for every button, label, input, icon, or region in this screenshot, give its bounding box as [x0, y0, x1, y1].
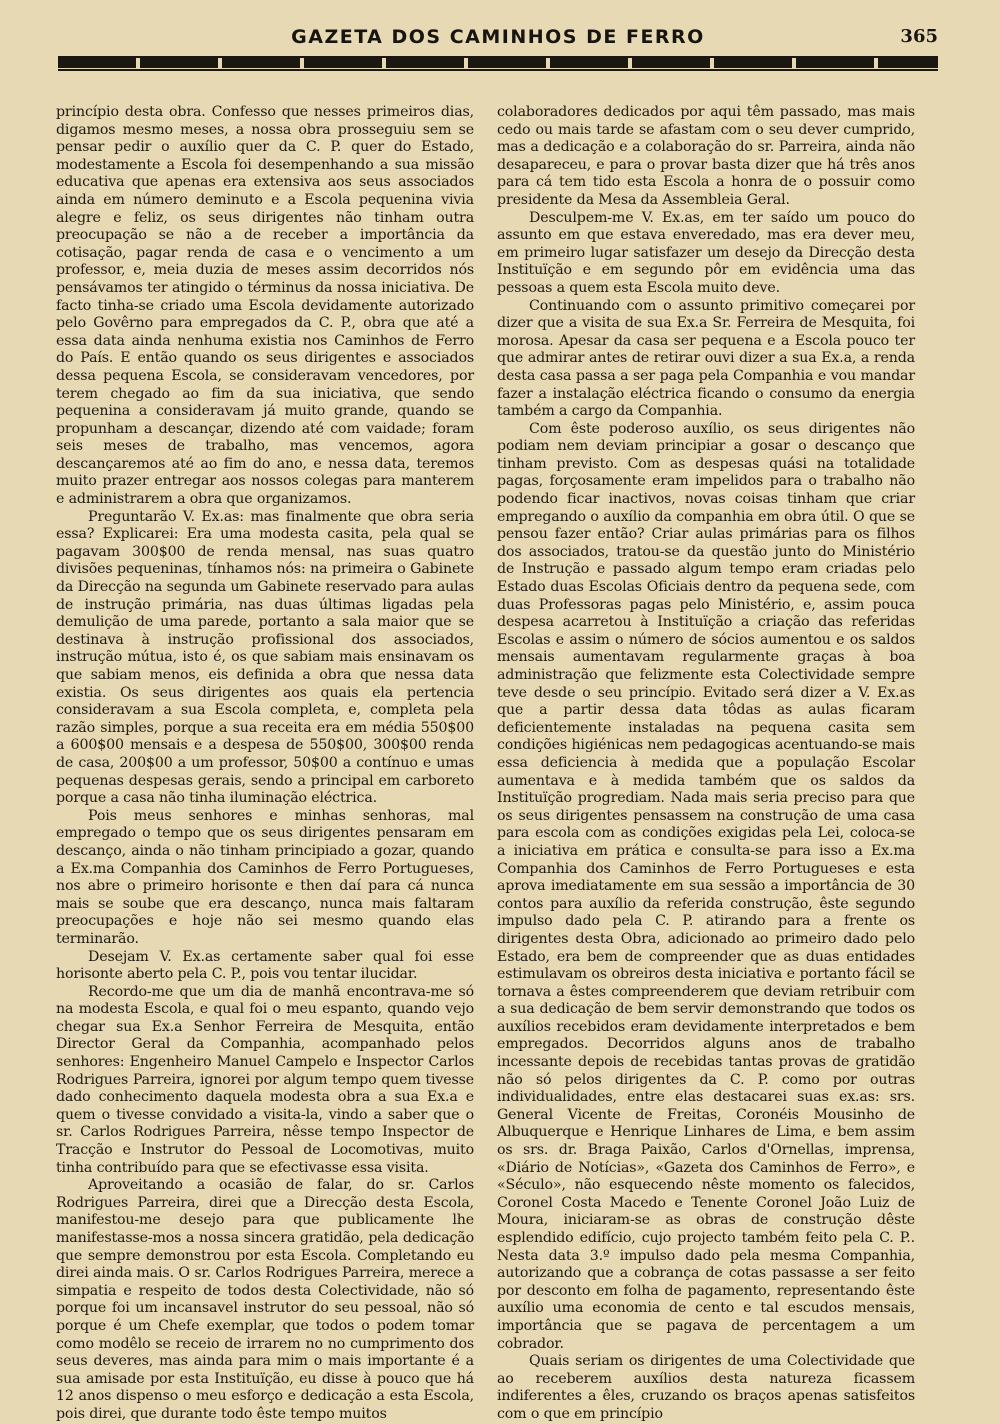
page-header	[58, 26, 938, 50]
header-rule	[58, 56, 938, 68]
right-column	[497, 104, 915, 1422]
paragraph: Pois meus senhores e minhas senhoras, mal empregado o tempo que os seus dirigentes pensaram em descanço, ainda o não tinham principiado a gozar, quando a Ex.ma Companhia dos Caminhos de Ferro Portugueses, nos abre o primeiro horisonte e then daí para cá nunca mais se soube que era descanço, nunca mais faltaram preocupações e hoje não sei mesmo quando elas terminarão.	[56, 807, 474, 947]
publication-title: GAZETA DOS CAMINHOS DE FERRO	[291, 26, 705, 48]
paragraph: Continuando com o assunto primitivo começarei por dizer que a visita de sua Ex.a Sr. Ferreira de Mesquita, foi morosa. Apesar da casa ser pequena e a Escola pouco ter que admirar antes de retirar ouvi dizer a sua Ex.a, a renda desta casa passa a ser paga pela Companhia e vou mandar fazer a instalação eléctrica ficando o consumo da energia também a cargo da Companhia.	[497, 297, 915, 420]
paragraph: princípio desta obra. Confesso que nesses primeiros dias, digamos mesmo meses, a nossa obra prosseguiu sem se pensar pedir o auxílio quer da C. P. quer do Estado, modestamente a Escola foi desempenhando a sua missão educativa que apenas era extensiva aos seus associados ainda em número deminuto e a Escola pequenina vivia alegre e feliz, os seus dirigentes não tinham outra preocupação se não a de receber a importância da cotisação, pagar renda de casa e o vencimento a um professor, e, meia duzia de meses assim decorridos nós pensávamos ter atingido o términus da nossa iniciativa. De facto tinha-se criado uma Escola devidamente autorizado pelo Govêrno para empregados da C. P., obra que até a essa data ainda nenhuma existia nos Caminhos de Ferro do País. E então quando os seus dirigentes e associados dessa pequena Escola, se consideravam vencedores, por terem chegado ao fim da sua iniciativa, que sendo pequenina a consideravam já muito grande, quando se propunham a descançar, dizendo até com vaidade; foram seis meses de trabalho, mas vencemos, agora descançaremos até ao fim do ano, e nessa data, teremos muito prazer entregar aos nossos colegas para manterem e administrarem a obra que organizamos.	[56, 104, 474, 508]
paragraph: Recordo-me que um dia de manhã encontrava-me só na modesta Escola, e qual foi o meu espanto, quando vejo chegar sua Ex.a Senhor Ferreira de Mesquita, então Director Geral da Companhia, acompanhado pelos senhores: Engenheiro Manuel Campelo e Inspector Carlos Rodrigues Parreira, ignorei por algum tempo quem tivesse dado conhecimento daquela modesta obra a sua Ex.a e quem o tivesse convidado a visita-la, vindo a saber que o sr. Carlos Rodrigues Parreira, nêsse tempo Inspector de Tracção e Instrutor do Pessoal de Locomotivas, muito tinha contribuído para que se efectivasse essa visita.	[56, 983, 474, 1176]
paragraph: Aproveitando a ocasião de falar, do sr. Carlos Rodrigues Parreira, direi que a Direcção desta Escola, manifestou-me desejo para que publicamente lhe manifestasse-mos a nossa sincera gratidão, pela dedicação que sempre demonstrou por esta Escola. Completando eu direi ainda mais. O sr. Carlos Rodrigues Parreira, merece a simpatia e respeito de todos desta Colectividade, não só porque foi um incansavel instrutor do seu pessoal, não só porque é um Chefe exemplar, que todos o podem tomar como modêlo se receio de irrarem no no cumprimento dos seus deveres, mas ainda para mim o mais importante é a sua amisade por esta Instituïção, eu disse à pouco que há 12 anos dispenso o meu esforço e dedicação a esta Escola, pois direi, que durante todo êste tempo muitos	[56, 1177, 474, 1422]
paragraph: Com êste poderoso auxílio, os seus dirigentes não podiam nem deviam principiar a gosar o descanço que tinham previsto. Com as despesas quási na totalidade pagas, forçosamente eram impelidos para o trabalho não podendo ficar inactivos, novas coisas tinham que criar empregando o auxílio da companhia em obra útil. O que se pensou fazer então? Criar aulas primárias para os filhos dos associados, tratou-se da questão junto do Ministério de Instrução e passado algum tempo eram criadas pelo Estado duas Escolas Oficiais dentro da pequena sede, com duas Professoras pagas pelo Ministério, e, assim pouca despesa acarretou à Instituïção a criação das referidas Escolas e assim o número de sócios aumentou e os saldos mensais aumentavam regularmente graças à boa administração que felizmente esta Colectividade sempre teve desde o seu princípio. Evitado será dizer a V. Ex.as que a partir dessa data tôdas as aulas ficaram deficientemente instaladas na pequena casita sem condições higiénicas nem pedagogicas acentuando-se mais essa deficiencia à medida que a população Escolar aumentava e à medida também que os saldos da Instituïção progrediam. Nada mais seria preciso para que os seus dirigentes pensassem na construção de uma casa para escola com as condições exigidas pela Lei, coloca-se a iniciativa em prática e consulta-se para isso a Ex.ma Companhia dos Caminhos de Ferro Portugueses e esta aprova imediatamente em sua sessão a importância de 30 contos para auxílio da referida construção, êste segundo impulso dado pela C. P. atirando para a frente os dirigentes desta Obra, adicionado ao primeiro dado pelo Estado, era bem de compreender que as duas entidades estimulavam os obreiros desta iniciativa e portanto fácil se tornava a êstes compreenderem que deviam retribuir com a sua dedicação de bem servir demonstrando que todos os auxílios recebidos eram devidamente interpretados e bem empregados. Decorridos alguns anos de trabalho incessante depois de recebidas tantas provas de gratidão não só pelos dirigentes da C. P. como por outras individualidades, entre elas destacarei suas ex.as: srs. General Vicente de Freitas, Coronéis Mousinho de Albuquerque e Henrique Linhares de Lima, e bem assim os srs. dr. Braga Paixão, Carlos d'Ornellas, imprensa, «Diário de Notícias», «Gazeta dos Caminhos de Ferro», e «Século», não esquecendo nêste momento os falecidos, Coronel Costa Macedo e Tenente Coronel João Luiz de Moura, iniciaram-se as obras de construção dêste esplendido edifício, cujo projecto também feito pela C. P.. Nesta data 3.º impulso dado pela mesma Companhia, autorizando que a cobrança de cotas passasse a ser feito por desconto em folha de pagamento, representando êste auxílio uma economia de cento e tal escudos mensais, importância que se pagava de percentagem a um cobrador.	[497, 420, 915, 1352]
paragraph: Desejam V. Ex.as certamente saber qual foi esse horisonte aberto pela C. P., pois vou tentar ilucidar.	[56, 948, 474, 983]
header-rule-thin	[58, 69, 938, 71]
paragraph: Quais seriam os dirigentes de uma Colectividade que ao receberem auxílios desta natureza ficassem indiferentes a êles, cruzando os braços apenas satisfeitos com o que em princípio	[497, 1353, 915, 1422]
page-number: 365	[900, 26, 938, 47]
paragraph: colaboradores dedicados por aqui têm passado, mas mais cedo ou mais tarde se afastam com o seu dever cumprido, mas a dedicação e a colaboração do sr. Parreira, ainda não desapareceu, e para o provar basta dizer que há três anos para cá tem tido esta Escola a honra de o possuir como presidente da Mesa da Assembleia Geral.	[497, 104, 915, 208]
paragraph: Preguntarão V. Ex.as: mas finalmente que obra seria essa? Explicarei: Era uma modesta casita, pela qual se pagavam 300$00 de renda mensal, nas suas quatro divisões pequeninas, tínhamos nós: na primeira o Gabinete da Direcção na segunda um Gabinete reservado para aulas de instrução primária, nas duas últimas ligadas pela demulição de uma parede, portanto a sala maior que se destinava à instrução profissional dos associados, instrução mútua, isto é, os que sabiam mais ensinavam os que sabiam menos, eis definida a obra que nessa data existia. Os seus dirigentes aos quais ela pertencia consideravam a sua Escola completa, e, completa pela razão simples, porque a sua receita era em média 550$00 a 600$00 mensais e a despesa de 550$00, 300$00 renda de casa, 200$00 a um professor, 50$00 a contínuo e umas pequenas despesas gerais, sendo a principal em carboreto porque a casa não tinha iluminação eléctrica.	[56, 508, 474, 807]
paragraph: Desculpem-me V. Ex.as, em ter saído um pouco do assunto em que estava enveredado, mas era dever meu, em primeiro lugar satisfazer um desejo da Direcção desta Instituïção e em segundo pôr em evidência uma das pessoas a quem esta Escola muito deve.	[497, 209, 915, 296]
left-column	[56, 104, 474, 1422]
